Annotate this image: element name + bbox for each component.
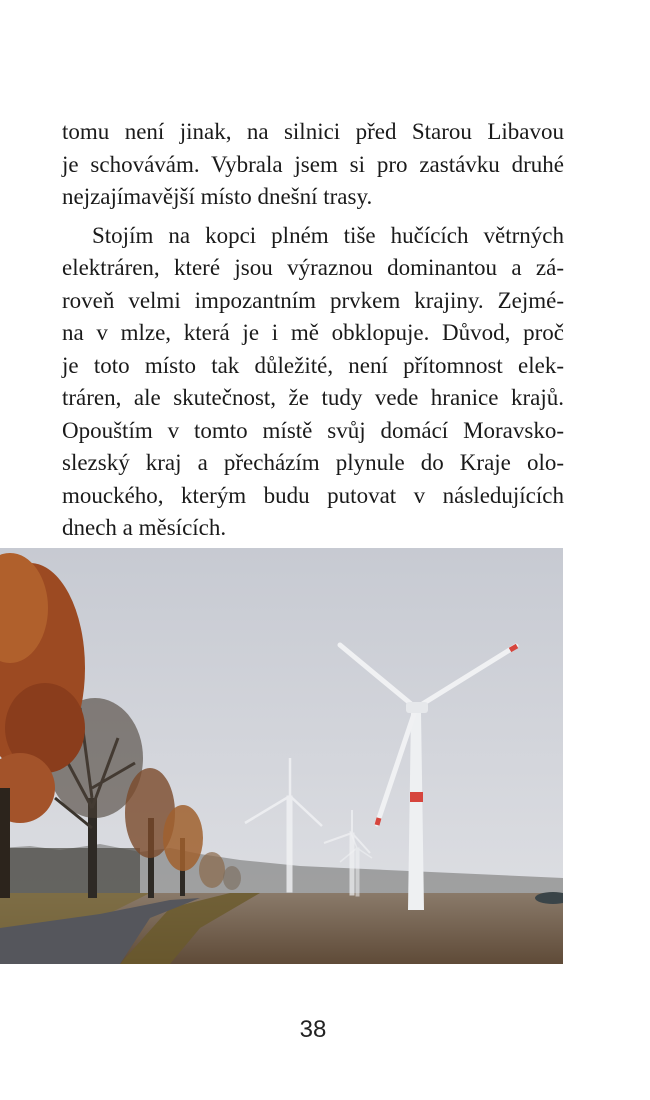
text-line: tomu není jinak, na silnici před Starou Libavou	[62, 119, 564, 144]
text-line: mouckého, kterým budu putovat v následujících	[62, 482, 564, 508]
paragraph-2	[62, 220, 564, 545]
text-line: elektráren, které jsou výraznou dominantou a zá-	[62, 255, 564, 280]
text-line: Stojím na kopci plném tiše hučících větrných	[92, 222, 564, 248]
text-line: tráren, ale skutečnost, že tudy vede hranice krajů.	[62, 385, 564, 410]
text-line: na v mlze, která je i mě obklopuje. Důvod, proč	[62, 320, 564, 345]
text-line: Opouštím v tomto místě svůj domácí Moravsko-	[62, 417, 564, 443]
wind-turbines-photo	[0, 548, 563, 964]
text-line: nejzajímavější místo dnešní trasy.	[62, 184, 373, 209]
text-line: dnech a měsících.	[62, 515, 227, 540]
text-line: slezský kraj a přecházím plynule do Kraje olo-	[62, 450, 564, 475]
text-line: roveň velmi impozantním prvkem krajiny. Zejmé-	[62, 287, 564, 313]
forest-edge	[0, 848, 140, 893]
page-number: 38	[299, 1016, 327, 1043]
text-line: je toto místo tak důležité, není přítomnost elek-	[62, 352, 564, 378]
text-line: je schovávám. Vybrala jsem si pro zastávku druhé	[62, 151, 564, 177]
paragraph-1	[62, 116, 564, 214]
body-text	[62, 116, 564, 545]
